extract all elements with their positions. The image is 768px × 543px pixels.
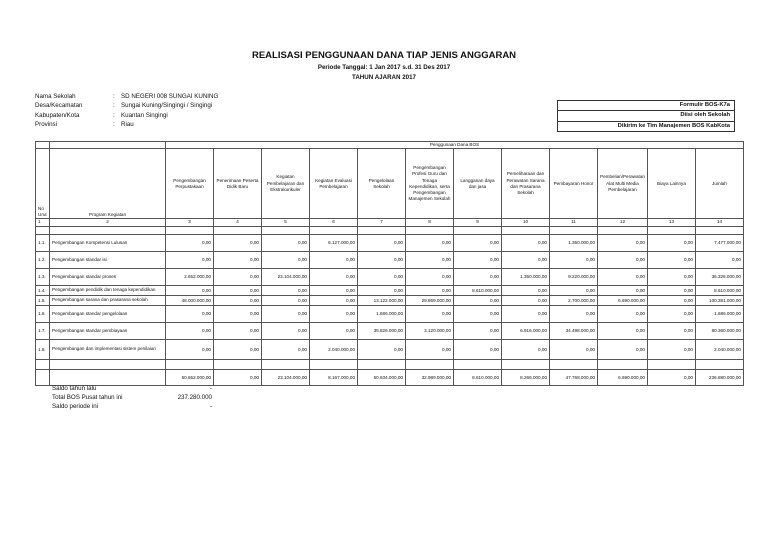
spacer-cell	[598, 359, 648, 369]
row-number: 1.7.	[36, 322, 50, 339]
header-col: Pengembangan Perpustakaan	[166, 149, 214, 219]
spacer-cell	[310, 359, 358, 369]
row-value: 0,00	[695, 251, 743, 268]
row-value: 0,00	[310, 285, 358, 295]
row-value: 0,00	[214, 339, 262, 359]
spacer-cell	[36, 359, 50, 369]
row-program: Pengembangan sarana dan prasarana sekolah	[50, 295, 166, 305]
row-value: 34.498.000,00	[550, 322, 598, 339]
spacer-cell	[262, 359, 310, 369]
info-colon: :	[113, 93, 115, 100]
row-value: 0,00	[647, 339, 695, 359]
row-value: 0,00	[647, 305, 695, 322]
spacer-cell	[358, 226, 406, 234]
row-value: 0,00	[358, 251, 406, 268]
row-value: 0,00	[310, 295, 358, 305]
row-value: 1.350.000,00	[550, 234, 598, 251]
header-col: Langganan daya dan jasa	[454, 149, 502, 219]
row-number: 1.3.	[36, 268, 50, 285]
header-number: 1	[36, 219, 50, 226]
total-value: 0,00	[214, 369, 262, 385]
header-number: 4	[214, 219, 262, 226]
total-value: 0,00	[647, 369, 695, 385]
budget-table	[35, 141, 744, 386]
header-program	[50, 149, 166, 219]
row-value: 0,00	[598, 305, 648, 322]
row-value: 3.120.000,00	[406, 322, 454, 339]
header-group: Penggunaan Dana BOS	[166, 142, 744, 149]
row-number: 1.5.	[36, 295, 50, 305]
row-value: 100.381.000,00	[695, 295, 743, 305]
info-value: SD NEGERI 008 SUNGAI KUNING	[121, 93, 219, 100]
row-value: 1.686.000,00	[358, 305, 406, 322]
row-value: 0,00	[502, 339, 550, 359]
row-value: 0,00	[358, 234, 406, 251]
spacer-cell	[50, 359, 166, 369]
row-program: Pengembangan pendidik dan tenaga kependidikan	[50, 285, 166, 295]
row-value: 0,00	[214, 285, 262, 295]
header-number: 5	[262, 219, 310, 226]
spacer-row	[36, 359, 744, 369]
row-value: 1.686.000,00	[695, 305, 743, 322]
spacer-cell	[647, 359, 695, 369]
row-number: 1.8.	[36, 339, 50, 359]
saldo-row	[52, 384, 212, 393]
header-col: Pemeliharaan dan Perawatan Sarana dan Prasarana Sekolah	[502, 149, 550, 219]
row-value: 8.610.000,00	[454, 285, 502, 295]
row-value: 0,00	[502, 234, 550, 251]
row-value: 8.610.000,00	[695, 285, 743, 295]
row-value: 0,00	[502, 295, 550, 305]
table-row	[36, 295, 744, 305]
row-value: 6.690.000,00	[598, 295, 648, 305]
row-value: 0,00	[166, 251, 214, 268]
header-number: 6	[310, 219, 358, 226]
row-value: 9.220.000,00	[550, 268, 598, 285]
spacer-row	[36, 226, 744, 234]
info-label: Nama Sekolah	[35, 93, 76, 100]
header-number: 9	[454, 219, 502, 226]
header-no	[36, 149, 50, 219]
info-value: Kuantan Singingi	[121, 111, 168, 119]
total-blank	[50, 369, 166, 385]
row-value: 0,00	[550, 251, 598, 268]
header-number: 12	[598, 219, 648, 226]
total-value: 50.652.000,00	[166, 369, 214, 385]
row-value: 13.122.000,00	[358, 295, 406, 305]
info-value: Riau	[121, 121, 134, 129]
row-value: 0,00	[454, 339, 502, 359]
header-program-label: Program Kegiatan	[88, 212, 127, 217]
header-no-label: No Urut	[38, 205, 47, 217]
spacer-cell	[406, 226, 454, 234]
row-value: 0,00	[454, 322, 502, 339]
row-value: 0,00	[550, 339, 598, 359]
info-label: Desa/Kecamatan	[35, 102, 83, 110]
school-info	[35, 92, 218, 130]
spacer-cell	[647, 226, 695, 234]
row-value: 0,00	[454, 268, 502, 285]
row-value: 0,00	[262, 305, 310, 322]
header-number: 2	[50, 219, 166, 226]
row-number: 1.1.	[36, 234, 50, 251]
row-value: 0,00	[214, 234, 262, 251]
row-value: 0,00	[550, 285, 598, 295]
row-value: 0,00	[406, 268, 454, 285]
row-value: 0,00	[166, 305, 214, 322]
row-value: 0,00	[454, 251, 502, 268]
row-value: 0,00	[214, 305, 262, 322]
row-value: 0,00	[598, 251, 648, 268]
row-program: Pengembangan Kompetensi Lulusan	[50, 234, 166, 251]
saldo-label: Saldo tahun lalu	[52, 385, 97, 392]
row-value: 0,00	[358, 339, 406, 359]
spacer-cell	[502, 359, 550, 369]
row-value: 0,00	[598, 234, 648, 251]
spacer-cell	[454, 226, 502, 234]
total-value: 8.167.000,00	[310, 369, 358, 385]
total-value: 50.634.000,00	[358, 369, 406, 385]
saldo-label: Total BOS Pusat tahun ini	[52, 394, 123, 401]
row-value: 0,00	[166, 339, 214, 359]
spacer-cell	[50, 226, 166, 234]
table-row	[36, 285, 744, 295]
row-value: 29.869.000,00	[406, 295, 454, 305]
info-row	[35, 101, 218, 110]
header-row	[36, 149, 744, 219]
row-value: 0,00	[502, 251, 550, 268]
row-value: 0,00	[310, 268, 358, 285]
table-row	[36, 322, 744, 339]
row-value: 0,00	[406, 234, 454, 251]
spacer-cell	[214, 359, 262, 369]
row-value: 0,00	[406, 285, 454, 295]
header-number-row	[36, 219, 744, 226]
spacer-cell	[550, 226, 598, 234]
info-row	[35, 92, 218, 101]
spacer-cell	[406, 359, 454, 369]
row-value: 0,00	[550, 305, 598, 322]
spacer-cell	[358, 359, 406, 369]
row-value: 0,00	[262, 285, 310, 295]
report-year: TAHUN AJARAN 2017	[352, 74, 416, 81]
saldo-label: Saldo periode ini	[52, 403, 99, 410]
row-value: 0,00	[502, 285, 550, 295]
header-col: Kegiatan Pembelajaran dan Ekstrakurikuler	[262, 149, 310, 219]
row-value: 7.477.000,00	[695, 234, 743, 251]
total-value: 32.989.000,00	[406, 369, 454, 385]
row-number: 1.4.	[36, 285, 50, 295]
row-value: 0,00	[647, 251, 695, 268]
row-value: 36.326.000,00	[695, 268, 743, 285]
row-value: 2.700.000,00	[550, 295, 598, 305]
header-group-row	[36, 142, 744, 149]
form-box	[557, 100, 735, 132]
row-program: Pengembangan standar proses	[50, 268, 166, 285]
header-number: 13	[647, 219, 695, 226]
row-value: 0,00	[454, 234, 502, 251]
header-col: Kegiatan Evaluasi Pembelajaran	[310, 149, 358, 219]
spacer-cell	[36, 226, 50, 234]
header-col: Jumlah	[695, 149, 743, 219]
saldo-value: -	[209, 403, 212, 410]
row-value: 0,00	[406, 251, 454, 268]
form-code: Formulir BOS-K7a	[679, 102, 730, 108]
row-value: 0,00	[598, 322, 648, 339]
row-program: Pengembangan standar isi	[50, 251, 166, 268]
row-value: 80.360.000,00	[695, 322, 743, 339]
header-blank	[50, 142, 166, 149]
row-value: 6.127.000,00	[310, 234, 358, 251]
row-value: 0,00	[598, 268, 648, 285]
header-col: Pembayaran Honor	[550, 149, 598, 219]
header-col: Pengelolaan Sekolah	[358, 149, 406, 219]
row-program: Pengembangan standar pengelolaan	[50, 305, 166, 322]
row-value: 0,00	[406, 305, 454, 322]
row-value: 0,00	[214, 268, 262, 285]
total-value: 47.768.000,00	[550, 369, 598, 385]
row-value: 0,00	[262, 295, 310, 305]
info-row	[35, 111, 218, 120]
spacer-cell	[695, 226, 743, 234]
total-value: 8.610.000,00	[454, 369, 502, 385]
row-value: 23.104.000,00	[262, 268, 310, 285]
row-value: 6.916.000,00	[502, 322, 550, 339]
info-label: Kabupaten/Kota	[35, 111, 80, 119]
row-value: 0,00	[647, 295, 695, 305]
total-value: 8.266.000,00	[502, 369, 550, 385]
total-value: 236.880.000,00	[695, 369, 743, 385]
row-value: 0,00	[502, 305, 550, 322]
header-col: Penerimaan Peserta Didik Baru	[214, 149, 262, 219]
saldo-row	[52, 393, 212, 402]
row-value: 1.350.000,00	[502, 268, 550, 285]
header-col: Pengembangan Profesi Guru dan Tenaga Kependidikan, serta Pengembangan Manajemen Sekolah	[406, 149, 454, 219]
row-value: 0,00	[214, 295, 262, 305]
row-value: 48.000.000,00	[166, 295, 214, 305]
row-value: 0,00	[358, 268, 406, 285]
header-col: Pembelian/Perawatan Alat Multi Media Pembelajaran	[598, 149, 648, 219]
table-row	[36, 305, 744, 322]
row-value: 0,00	[454, 305, 502, 322]
row-value: 0,00	[598, 339, 648, 359]
total-value: 23.104.000,00	[262, 369, 310, 385]
info-value: Sungai Kuning/Singingi / Singingi	[121, 102, 213, 110]
spacer-cell	[454, 359, 502, 369]
total-row	[36, 369, 744, 385]
report-title: REALISASI PENGGUNAAN DANA TIAP JENIS ANGGARAN	[251, 50, 517, 61]
row-value: 0,00	[262, 234, 310, 251]
spacer-cell	[214, 226, 262, 234]
row-value: 0,00	[262, 251, 310, 268]
row-program: Pengembangan dan implementasi sistem penilaian	[50, 339, 166, 359]
row-value: 0,00	[454, 295, 502, 305]
info-colon: :	[113, 102, 115, 110]
header-number: 11	[550, 219, 598, 226]
row-value: 0,00	[310, 322, 358, 339]
header-number: 3	[166, 219, 214, 226]
row-value: 0,00	[647, 285, 695, 295]
row-value: 0,00	[262, 322, 310, 339]
row-program: Pengembangan standar pembiayaan	[50, 322, 166, 339]
saldo-row	[52, 402, 212, 411]
saldo-value: 237.280.000	[177, 394, 212, 401]
table-row	[36, 234, 744, 251]
row-value: 0,00	[310, 251, 358, 268]
row-value: 0,00	[166, 234, 214, 251]
row-value: 0,00	[647, 268, 695, 285]
row-value: 35.826.000,00	[358, 322, 406, 339]
saldo-value: -	[209, 385, 212, 392]
row-value: 0,00	[406, 339, 454, 359]
info-row	[35, 120, 218, 129]
header-blank	[36, 142, 50, 149]
row-value: 2.652.000,00	[166, 268, 214, 285]
info-label: Provinsi	[35, 121, 58, 129]
total-blank	[36, 369, 50, 385]
header-number: 10	[502, 219, 550, 226]
saldo-summary	[52, 384, 212, 411]
row-value: 2.040.000,00	[310, 339, 358, 359]
spacer-cell	[262, 226, 310, 234]
row-value: 0,00	[262, 339, 310, 359]
row-value: 0,00	[358, 285, 406, 295]
row-value: 2.040.000,00	[695, 339, 743, 359]
row-number: 1.2.	[36, 251, 50, 268]
table-row	[36, 251, 744, 268]
table-row	[36, 268, 744, 285]
info-colon: :	[113, 111, 115, 119]
form-send-note: Dikirim ke Tim Manajemen BOS KabKota	[558, 121, 734, 131]
row-value: 0,00	[214, 251, 262, 268]
info-colon: :	[113, 121, 115, 129]
header-number: 14	[695, 219, 743, 226]
spacer-cell	[502, 226, 550, 234]
spacer-cell	[550, 359, 598, 369]
row-value: 0,00	[647, 322, 695, 339]
spacer-cell	[166, 359, 214, 369]
total-value: 6.690.000,00	[598, 369, 648, 385]
spacer-cell	[598, 226, 648, 234]
row-value: 0,00	[214, 322, 262, 339]
report-period: Periode Tanggal: 1 Jan 2017 s.d. 31 Des 2017	[317, 64, 451, 71]
row-number: 1.6.	[36, 305, 50, 322]
table-row	[36, 339, 744, 359]
header-number: 7	[358, 219, 406, 226]
header-col: Biaya Lainnya	[647, 149, 695, 219]
spacer-cell	[166, 226, 214, 234]
row-value: 0,00	[310, 305, 358, 322]
row-value: 0,00	[598, 285, 648, 295]
form-fill-note: Diisi oleh Sekolah	[558, 110, 734, 120]
row-value: 0,00	[647, 234, 695, 251]
row-value: 0,00	[166, 322, 214, 339]
row-value: 0,00	[166, 285, 214, 295]
spacer-cell	[310, 226, 358, 234]
header-number: 8	[406, 219, 454, 226]
spacer-cell	[695, 359, 743, 369]
